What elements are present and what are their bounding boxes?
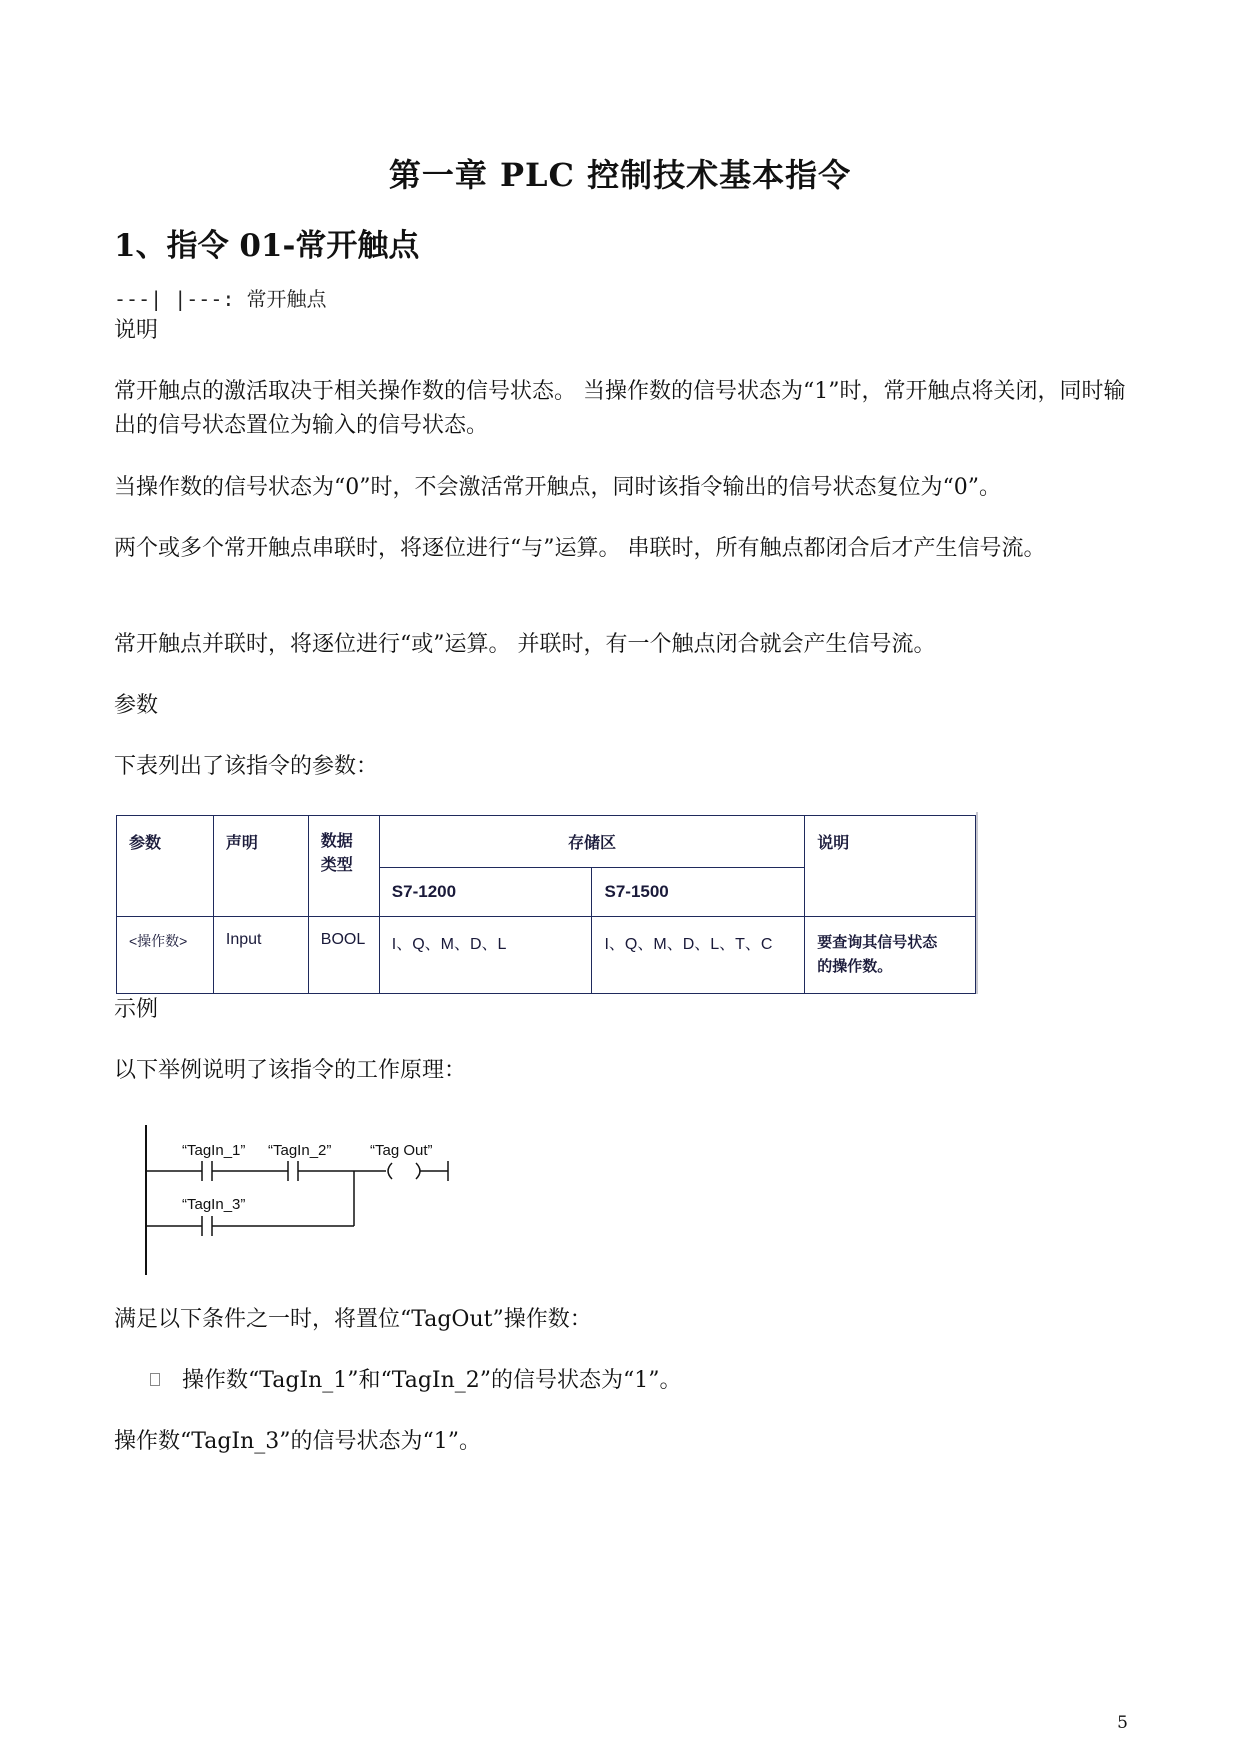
- header-param: 参数: [117, 816, 214, 917]
- example-intro: 以下举例说明了该指令的工作原理：: [114, 1058, 467, 1083]
- cell-datatype: BOOL: [308, 917, 379, 994]
- header-storage: 存储区: [379, 816, 804, 868]
- cell-description: [805, 917, 976, 994]
- contact-tagin-3: [202, 1216, 212, 1236]
- header-s7-1200: S7-1200: [379, 868, 592, 917]
- cell-description-line2: 的操作数。: [817, 958, 893, 975]
- table-scan-edge: [976, 812, 978, 994]
- params-heading: 参数: [114, 693, 159, 718]
- bullet-box-icon: [150, 1373, 160, 1386]
- header-datatype: [308, 816, 379, 917]
- section-title: 1、指令 01-常开触点: [114, 228, 420, 264]
- table-header-row: [117, 816, 976, 868]
- header-datatype-line2: 类型: [320, 857, 353, 874]
- cell-s7-1200: I、Q、M、D、L: [379, 917, 592, 994]
- cell-description-line1: 要查询其信号状态: [817, 934, 938, 951]
- description-heading: 说明: [114, 318, 159, 343]
- label-tagout: “Tag Out”: [370, 1142, 433, 1159]
- cell-declaration: Input: [213, 917, 308, 994]
- page-number: 5: [1117, 1713, 1128, 1733]
- header-declaration: 声明: [213, 816, 308, 917]
- paragraph-parallel: 常开触点并联时，将逐位进行“或”运算。 并联时，有一个触点闭合就会产生信号流。: [114, 632, 936, 657]
- label-tagin-1: “TagIn_1”: [182, 1142, 246, 1159]
- contact-tagin-1: [202, 1161, 212, 1181]
- table-row: [117, 917, 976, 994]
- chapter-title: 第一章 PLC 控制技术基本指令: [388, 156, 852, 194]
- label-tagin-2: “TagIn_2”: [268, 1142, 332, 1159]
- contact-tagin-2: [288, 1161, 298, 1181]
- params-intro: 下表列出了该指令的参数：: [114, 754, 379, 779]
- instruction-symbol-line: ---| |---: 常开触点: [114, 287, 327, 311]
- label-tagin-3: “TagIn_3”: [182, 1196, 246, 1213]
- header-description: 说明: [805, 816, 976, 917]
- example-heading: 示例: [114, 997, 159, 1022]
- cell-s7-1500: I、Q、M、D、L、T、C: [592, 917, 805, 994]
- parameter-table: [116, 815, 976, 994]
- ladder-diagram: [140, 1125, 480, 1280]
- paragraph-activation: 常开触点的激活取决于相关操作数的信号状态。 当操作数的信号状态为“1”时，常开触点将关闭，同时输出的信号状态置位为输入的信号状态。: [114, 379, 1126, 438]
- coil-tagout: [388, 1161, 448, 1181]
- paragraph-state-zero: 当操作数的信号状态为“0”时，不会激活常开触点，同时该指令输出的信号状态复位为“0”。: [114, 475, 1001, 500]
- header-s7-1500: S7-1500: [592, 868, 805, 917]
- condition-bullet-text: 操作数“TagIn_1”和“TagIn_2”的信号状态为“1”。: [182, 1368, 682, 1393]
- condition-bullet-item: [150, 1364, 682, 1398]
- cell-operand: <操作数>: [117, 917, 214, 994]
- condition-intro: 满足以下条件之一时，将置位“TagOut”操作数：: [114, 1307, 592, 1332]
- paragraph-series: 两个或多个常开触点串联时，将逐位进行“与”运算。 串联时，所有触点都闭合后才产生信号流。: [114, 536, 1046, 561]
- condition-second: 操作数“TagIn_3”的信号状态为“1”。: [114, 1429, 482, 1454]
- header-datatype-line1: 数据: [320, 833, 353, 850]
